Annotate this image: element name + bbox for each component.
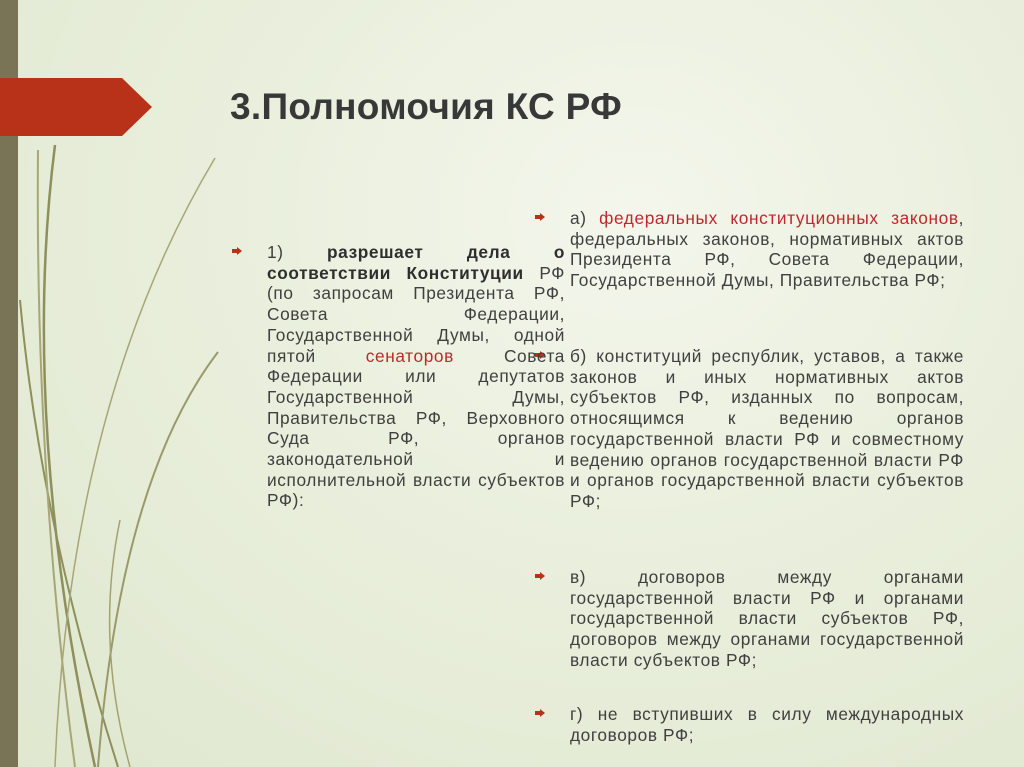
slide-title: 3.Полномочия КС РФ: [230, 86, 623, 127]
bullet-arrow-icon: [232, 246, 242, 256]
bullet-arrow-icon: [535, 212, 545, 222]
right-bullet-d: г) не вступивших в силу международных договоров РФ;: [570, 704, 964, 745]
highlight-phrase: федеральных конституционных законов: [599, 208, 959, 228]
right-bullet-a: [570, 208, 964, 291]
body-text: Совета Федерации или депутатов Государственной Думы, Правительства РФ, Верховного Суда РФ, органов законодательной и исполнительной власти субъектов РФ):: [267, 345, 566, 511]
bullet-arrow-icon: [535, 571, 545, 581]
grass-blade: [38, 150, 75, 767]
grass-blade: [44, 145, 95, 767]
left-bullet-text: [267, 242, 565, 511]
item-prefix: а): [570, 208, 600, 228]
grass-blade: [20, 300, 118, 767]
item-prefix: 1): [267, 242, 327, 262]
body-text: РФ (по запросам Президента РФ, Совета Федерации, Государственной Думы, одной пятой: [267, 262, 565, 366]
body-text: , федеральных законов, нормативных актов Президента РФ, Совета Федерации, Государственной Думы, Правительства РФ;: [570, 208, 965, 291]
bold-phrase: разрешает дела о соответствии Конституции: [267, 242, 565, 283]
right-bullet-c: в) договоров между органами государственной власти РФ и органами государственной власти субъектов РФ, договоров между органами государственной власти субъектов РФ;: [570, 567, 964, 670]
right-bullet-b: б) конституций республик, уставов, а также законов и иных нормативных актов субъектов РФ, изданных по вопросам, относящимся к ведению органов государственной власти РФ и совместному ведению органов государственной власти РФ и органов государственной власти субъектов РФ;: [570, 346, 964, 511]
highlight-phrase: сенаторов: [365, 345, 454, 366]
grass-blade: [55, 158, 215, 767]
bullet-arrow-icon: [535, 708, 545, 718]
title-accent-tab: [0, 78, 152, 136]
